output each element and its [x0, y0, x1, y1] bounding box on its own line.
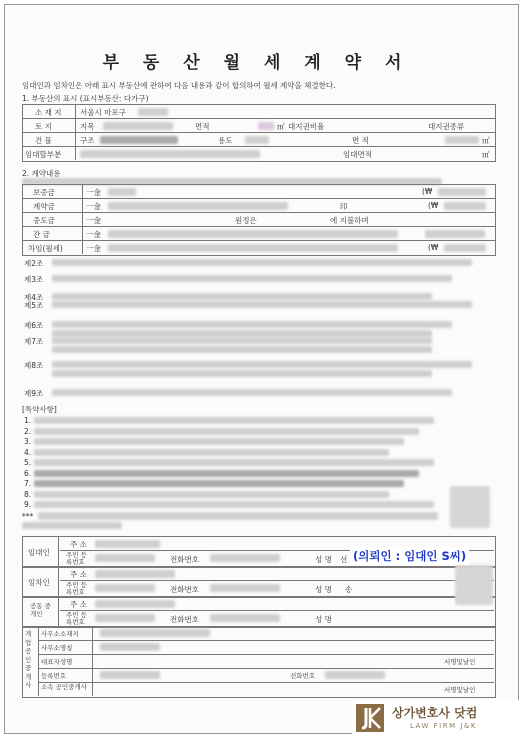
- special-term-number: 3.: [24, 437, 32, 446]
- clause-number: 제7조: [24, 337, 44, 346]
- lessee-table: [22, 566, 496, 598]
- rent-label: 차임(월세): [28, 244, 63, 253]
- document-title: 부 동 산 월 세 계 약 서: [102, 53, 411, 73]
- special-term-number: 6.: [24, 468, 32, 478]
- section1-heading: 1. 부동산의 표시 (표시부동산: 다가구): [22, 94, 149, 103]
- special-term-number: 5.: [24, 458, 32, 467]
- special-term-number: 2.: [24, 426, 32, 436]
- land-category-label: 지목: [80, 122, 95, 131]
- jk-logo-icon: [356, 704, 384, 732]
- clause-number: 제4조: [24, 293, 44, 302]
- land-area-label: 면적: [195, 122, 210, 131]
- clause-number: 제6조: [24, 321, 44, 330]
- agent-table: [22, 626, 496, 698]
- intro-text: 임대인과 임차인은 아래 표시 부동산에 관하여 다음 내용과 같이 합의하여 월세 계약을 체결한다.: [22, 81, 336, 90]
- special-terms-title: [특약사항]: [22, 405, 57, 414]
- special-term-number: 4.: [24, 447, 32, 457]
- special-term-number: 9.: [24, 500, 32, 509]
- location-value: 서울시 마포구: [80, 108, 126, 117]
- use-label: 용도: [218, 136, 233, 145]
- section2-heading: 2. 계약내용: [22, 169, 61, 178]
- agent-side-label: 개업공인중개사: [25, 630, 32, 689]
- lease-part-label: 임대할부분: [25, 150, 62, 159]
- lessee-label: 임차인: [28, 578, 50, 587]
- land-label: 토 지: [35, 122, 52, 131]
- clause-number: 제3조: [24, 275, 44, 284]
- clause-number: 제9조: [24, 389, 44, 398]
- balance-label: 잔 금: [33, 230, 50, 239]
- client-annotation: (의뢰인 : 임대인 S씨): [350, 547, 469, 565]
- land-type-label: 대지권종류: [428, 122, 465, 131]
- clause-number: 제2조: [24, 259, 44, 268]
- law-firm-name: 상가변호사 닷컴: [392, 706, 478, 720]
- special-term-number: 1.: [24, 416, 32, 425]
- location-label: 소 재 지: [35, 108, 62, 117]
- law-firm-logo: [352, 700, 520, 736]
- contract-label: 계약금: [33, 202, 55, 211]
- joint-broker-table: [22, 596, 496, 628]
- middle-label: 중도금: [33, 216, 55, 225]
- joint-label: 공동 중개인: [30, 602, 51, 618]
- special-term-number: 7.: [24, 479, 32, 488]
- law-firm-subtitle: LAW FIRM J&K: [410, 722, 477, 730]
- special-term-number: 8.: [24, 489, 32, 499]
- seal-mark: 印: [340, 202, 348, 211]
- structure-label: 구조: [80, 136, 95, 145]
- building-area-label: 면 적: [352, 136, 369, 145]
- clause-number: 제5조: [24, 301, 44, 310]
- land-ratio-label: 대지권비율: [288, 122, 325, 131]
- special-stars: ***: [22, 512, 34, 521]
- building-label: 건 물: [35, 136, 52, 145]
- lease-area-label: 임대면적: [343, 150, 372, 159]
- lessor-label: 임대인: [28, 548, 50, 557]
- clause-number: 제8조: [24, 361, 44, 370]
- deposit-label: 보증금: [33, 188, 55, 197]
